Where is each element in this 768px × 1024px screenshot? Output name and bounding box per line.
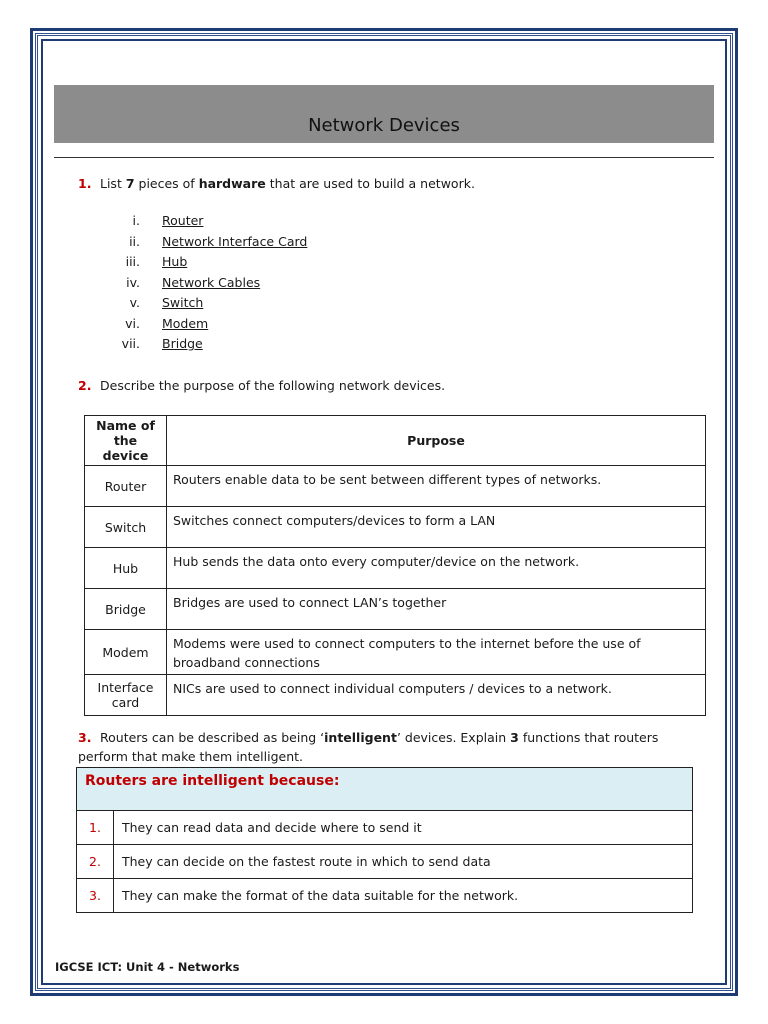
list-answer: Switch: [162, 295, 204, 310]
page-title: Network Devices: [308, 115, 460, 136]
answer-number: 2.: [77, 845, 114, 879]
router-answers-table: [76, 767, 693, 913]
answer-number: 3.: [77, 879, 114, 913]
header-purpose: Purpose: [167, 416, 706, 466]
question-2: [78, 376, 445, 395]
list-answer: Modem: [162, 315, 209, 331]
title-divider: [54, 157, 714, 158]
table-header-row: [85, 416, 706, 466]
answer-number: 1.: [77, 811, 114, 845]
table-row: [85, 466, 706, 507]
table-row: [85, 630, 706, 675]
device-name: Interface card: [85, 675, 167, 716]
list-answer: Network Cables: [162, 274, 261, 290]
question-1-count: 7: [125, 176, 135, 191]
device-purpose-table: [84, 415, 706, 716]
device-name: Switch: [85, 507, 167, 548]
question-3-bold: intelligent: [324, 730, 397, 745]
header-name-line-2: the device: [102, 433, 149, 463]
answer-text: They can make the format of the data suitable for the network.: [114, 879, 693, 913]
list-answer: Router: [162, 213, 204, 228]
question-1-bold: hardware: [198, 176, 266, 191]
device-purpose: Hub sends the data onto every computer/device on the network.: [167, 548, 706, 589]
table-row: [77, 879, 693, 913]
answer-text: They can read data and decide where to send it: [114, 811, 693, 845]
answers-heading: Routers are intelligent because:: [77, 768, 693, 811]
table-row: [77, 845, 693, 879]
device-purpose: Bridges are used to connect LAN’s together: [167, 589, 706, 630]
device-purpose: Modems were used to connect computers to the internet before the use of broadband connections: [167, 630, 706, 675]
list-roman: iii.: [125, 254, 140, 269]
list-roman: iv.: [126, 274, 140, 290]
device-name: Bridge: [85, 589, 167, 630]
answer-text: They can decide on the fastest route in which to send data: [114, 845, 693, 879]
answers-heading-row: [77, 768, 693, 811]
table-row: [85, 548, 706, 589]
table-row: [85, 675, 706, 716]
list-answer: Bridge: [162, 336, 203, 351]
question-3-number: 3.: [78, 730, 92, 745]
device-name: Modem: [85, 630, 167, 675]
list-roman: i.: [132, 213, 140, 228]
question-3-count: 3: [510, 730, 519, 745]
question-1-number: 1.: [78, 176, 92, 191]
device-purpose: NICs are used to connect individual computers / devices to a network.: [167, 675, 706, 716]
list-roman: v.: [129, 295, 140, 310]
device-purpose: Switches connect computers/devices to form a LAN: [167, 507, 706, 548]
question-3-text-post: functions that routers perform that make them intelligent.: [78, 730, 659, 764]
question-2-text: Describe the purpose of the following network devices.: [100, 378, 446, 393]
header-name-line-1: Name of: [96, 418, 155, 433]
device-name: Router: [85, 466, 167, 507]
page-footer: IGCSE ICT: Unit 4 - Networks: [55, 960, 240, 974]
list-answer: Hub: [162, 254, 188, 269]
list-roman: vii.: [121, 336, 140, 351]
question-3-text-pre: Routers can be described as being ‘: [100, 730, 325, 745]
header-device-name: [85, 416, 167, 466]
question-2-number: 2.: [78, 378, 92, 393]
table-row: [85, 507, 706, 548]
question-3-text-mid: ’ devices. Explain: [396, 730, 511, 745]
question-1-text-mid: pieces of: [134, 176, 199, 191]
question-1-text-post: that are used to build a network.: [265, 176, 475, 191]
question-1-text-pre: List: [100, 176, 126, 191]
list-answer: Network Interface Card: [162, 233, 308, 249]
list-roman: vi.: [125, 315, 140, 331]
list-roman: ii.: [129, 233, 140, 249]
table-row: [77, 811, 693, 845]
question-3: [78, 728, 708, 766]
device-purpose: Routers enable data to be sent between different types of networks.: [167, 466, 706, 507]
device-name: Hub: [85, 548, 167, 589]
table-row: [85, 589, 706, 630]
title-bar: [54, 85, 714, 143]
question-1: [78, 174, 475, 193]
